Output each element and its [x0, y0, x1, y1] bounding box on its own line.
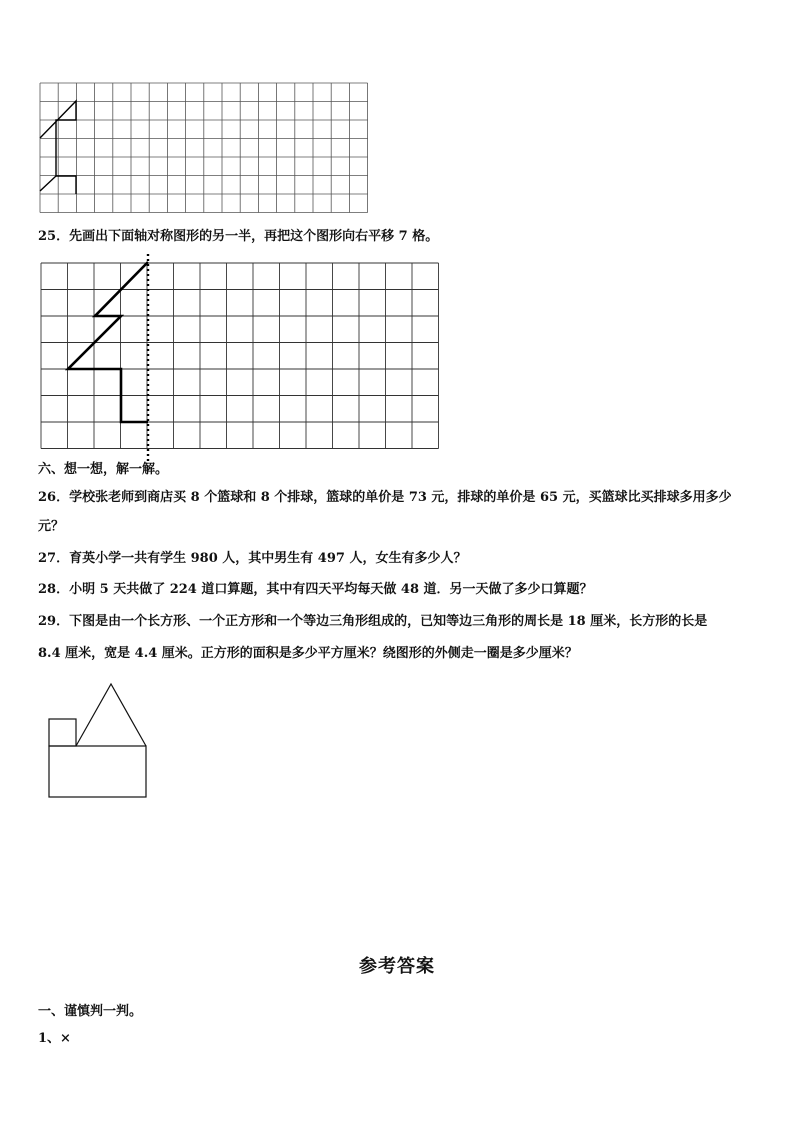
- question-text: 育英小学一共有学生 980 人，其中男生有 497 人，女生有多少人？: [69, 551, 467, 566]
- answers-section-1: 一、谨慎判一判。: [38, 1004, 143, 1019]
- square-shape: [49, 719, 76, 746]
- question-number: 29．: [38, 614, 70, 629]
- section-6-heading: 六、想一想，解一解。: [38, 462, 169, 477]
- question-number: 25．: [38, 229, 70, 244]
- answers-title: 参考答案: [359, 956, 435, 977]
- question-text: 学校张老师到商店买 8 个篮球和 8 个排球，篮球的单价是 73 元，排球的单价是 65 元，买篮球比买排球多用多少: [69, 490, 732, 505]
- question-text: 先画出下面轴对称图形的另一半，再把这个图形向右平移 7 格。: [69, 229, 439, 244]
- question-text: 小明 5 天共做了 224 道口算题，其中有四天平均每天做 48 道．另一天做了多少口算题？: [69, 582, 593, 597]
- question-number: 26．: [38, 490, 70, 505]
- question-number: 27．: [38, 551, 70, 566]
- rectangle-shape: [49, 746, 146, 797]
- triangle-shape: [76, 684, 146, 746]
- question-text: 下图是由一个长方形、一个正方形和一个等边三角形组成的，已知等边三角形的周长是 18 厘米，长方形的长是: [69, 614, 708, 629]
- question-26-continued: 元？: [38, 519, 65, 534]
- question-29-continued: 8.4 厘米，宽是 4.4 厘米。正方形的面积是多少平方厘米？绕图形的外侧走一圈是多少厘米？: [38, 646, 578, 661]
- question-number: 28．: [38, 582, 70, 597]
- answer-item-1: 1、×: [38, 1031, 71, 1046]
